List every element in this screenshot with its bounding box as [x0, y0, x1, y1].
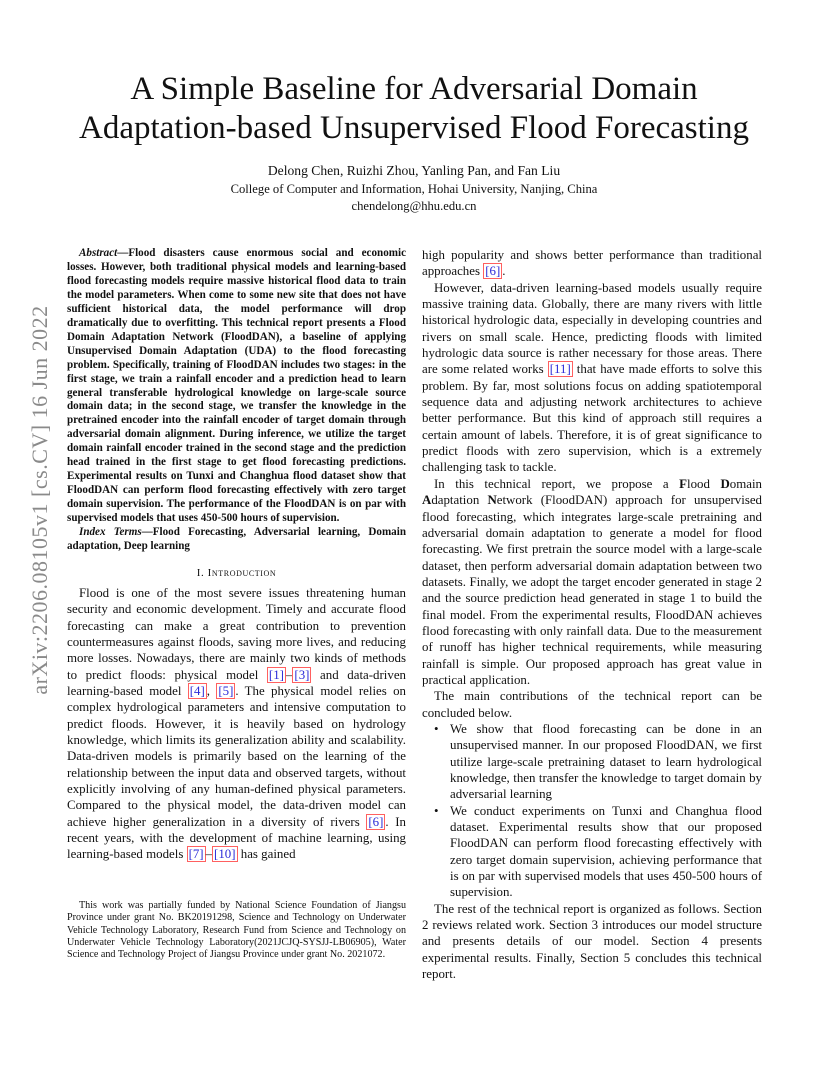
text-run: lood	[687, 476, 721, 491]
abstract-label: Abstract	[79, 247, 118, 259]
citation-link[interactable]: [4]	[189, 684, 205, 699]
citation-link[interactable]: [1]	[268, 667, 284, 682]
text-run: and data-driven learning-based model	[67, 667, 406, 699]
citation-link[interactable]: [7]	[188, 847, 204, 862]
bold-letter: A	[422, 493, 432, 508]
affiliation: College of Computer and Information, Hohai University, Nanjing, China	[230, 182, 598, 196]
abstract	[67, 247, 406, 526]
text-run: –	[285, 667, 293, 682]
footnote: This work was partially funded by National Science Foundation of Jiangsu Province under grant No. BK20191298, Science and Technology on Underwater Vehicle Technology Laboratory, Research Fund from Science and Technology on Underwater Vehicle Technology Laboratory(2021JCJQ-SYSJJ-LB06905), Water Science and Technology Project of Jiangsu Province under grant No. 2021072.	[67, 900, 406, 961]
paragraph	[422, 280, 762, 476]
index-terms-label: Index Terms	[79, 526, 142, 539]
contributions-list	[422, 721, 762, 901]
paragraph: The rest of the technical report is organized as follows. Section 2 reviews related work. Section 3 introduces our model structure and presents details of our model. Section 4 presents experimental results. Finally, Section 5 concludes this technical report.	[422, 901, 762, 982]
bold-letter: D	[720, 476, 730, 491]
right-column	[422, 247, 762, 982]
bold-letter: N	[487, 493, 497, 508]
citation-link[interactable]: [10]	[214, 847, 236, 862]
intro-paragraph	[67, 585, 406, 863]
text-run: ,	[206, 684, 217, 699]
text-run: –	[205, 847, 213, 862]
list-item-text: We conduct experiments on Tunxi and Changhua flood dataset. Experimental results show that our proposed FloodDAN can perform flood forecasting effectively with zero target domain supervision, achieving performance that is on par with supervised models that uses 450-500 hours of supervision.	[450, 803, 762, 900]
text-run: In this technical report, we propose a	[434, 476, 680, 491]
list-item	[434, 803, 762, 901]
text-run: daptation	[431, 493, 488, 508]
text-run: .	[502, 264, 506, 279]
text-run: that have made efforts to solve this problem. By far, most solutions focus on adding spatiotemporal sequence data and adjusting network architectures to achieve better performance. But this kind of approach still requires a certain amount of labels. Therefore, it is of great significance to predict floods with zero supervision, which is a extremely challenging task to tackle.	[422, 362, 762, 475]
citation-link[interactable]: [11]	[549, 362, 571, 377]
email: chendelong@hhu.edu.cn	[351, 199, 477, 213]
index-terms-text: —Flood Forecasting, Adversarial learning, Domain adaptation, Deep learning	[67, 526, 406, 553]
authors: Delong Chen, Ruizhi Zhou, Yanling Pan, and Fan Liu	[267, 163, 561, 178]
citation-link[interactable]: [5]	[218, 684, 234, 699]
paper-title: A Simple Baseline for Adversarial Domain Adaptation-based Unsupervised Flood Forecasting	[79, 71, 749, 146]
bullet-icon: •	[434, 721, 439, 736]
citation-link[interactable]: [3]	[294, 667, 310, 682]
text-run: (FloodDAN) approach for unsupervised flood forecasting, which integrates large-scale pretraining and adversarial domain adaptation to generate a model for flood forecasting. We first pretrain the source model with a large-scale dataset, then perform adversarial domain adaptation between two datasets. Finally, we adopt the target encoder generated in stage 2 and the source prediction head generated in stage 1 to build the final model. From the experimental results, FloodDAN achieves flood forecasting with only rainfall data. Due to the measurement of runoff has higher technical requirements, while measuring rainfall is simple. Our proposed approach has great value in practical application.	[422, 493, 763, 687]
text-run: However, data-driven learning-based models usually require massive training data. Globally, there are many rivers with little historical hydrologic data, especially in developing countries and rivers on small scale. Hence, predicting floods with limited hydrologic data source is rather necessary for those areas. There are some related works	[422, 280, 762, 377]
text-run: etwork	[496, 493, 533, 508]
text-run: has gained	[237, 847, 296, 862]
left-column	[67, 247, 406, 863]
list-item	[434, 721, 762, 803]
index-terms	[67, 526, 406, 554]
abstract-text: —Flood disasters cause enormous social and economic losses. However, both traditional physical models and learning-based flood forecasting models require massive historical flood data to train the model parameters. When come to some new site that does not have sufficient historical data, the model performance will drop dramatically due to overfitting. This technical report presents a Flood Domain Adaptation Network (FloodDAN), a baseline of applying Unsupervised Domain Adaptation (UDA) to the flood forecasting problem. Specifically, training of FloodDAN includes two stages: in the first stage, we train a rainfall encoder and a prediction head to learn general transferable hydrological knowledge on large-scale source domain data; in the second stage, we transfer the knowledge in the pretrained encoder into the rainfall encoder of target domain through adversarial domain alignment. During inference, we utilize the target domain rainfall encoder trained in the second stage and the prediction head trained in the first stage to get flood forecasting predictions. Experimental results on Tunxi and Changhua flood dataset show that FloodDAN can perform flood forecasting effectively with zero target domain supervision. The performance of the FloodDAN is on par with supervised models that uses 450-500 hours of supervision.	[67, 247, 406, 525]
text-run: high popularity and shows better performance than traditional approaches	[422, 248, 762, 279]
section-heading: I. Introduction	[196, 566, 277, 579]
citation-link[interactable]: [6]	[485, 264, 501, 279]
text-run: . In recent years, with the development of machine learning, using learning-based models	[67, 814, 406, 862]
paragraph-continued	[422, 247, 762, 280]
arxiv-id-text: arXiv:2206.08105v1 [cs.CV] 16 Jun 2022	[27, 305, 52, 695]
arxiv-side-label	[18, 290, 62, 710]
text-run: . The physical model relies on complex hydrological parameters and intensive computation to predict floods. However, it is heavily based on hydrology knowledge, which limits its generalization ability and scalability. Data-driven models is primarily based on the learning of the relationship between the input data and observed targets, without explicitly involving of any human-defined physical parameters. Compared to the physical model, the data-driven model can achieve higher generalization in a diversity of rivers	[67, 684, 406, 829]
text-run: Flood is one of the most severe issues threatening human security and economic development. Timely and accurate flood forecasting can make a great contribution to prevention countermeasures against floods, saving more lives, and reducing more losses. Nowadays, there are mainly two kinds of methods to predict floods: physical model	[67, 585, 406, 682]
paragraph: The main contributions of the technical report can be concluded below.	[422, 689, 762, 720]
bullet-icon: •	[434, 803, 439, 818]
text-run: omain	[729, 476, 763, 491]
bold-letter: F	[679, 476, 688, 491]
list-item-text: We show that flood forecasting can be done in an unsupervised manner. In our proposed FloodDAN, we first utilize large-scale pretraining dataset to learn hydrological knowledge, then transfer the knowledge to target domain by adversarial learning	[450, 721, 762, 802]
paragraph	[422, 476, 762, 688]
citation-link[interactable]: [6]	[368, 814, 384, 829]
